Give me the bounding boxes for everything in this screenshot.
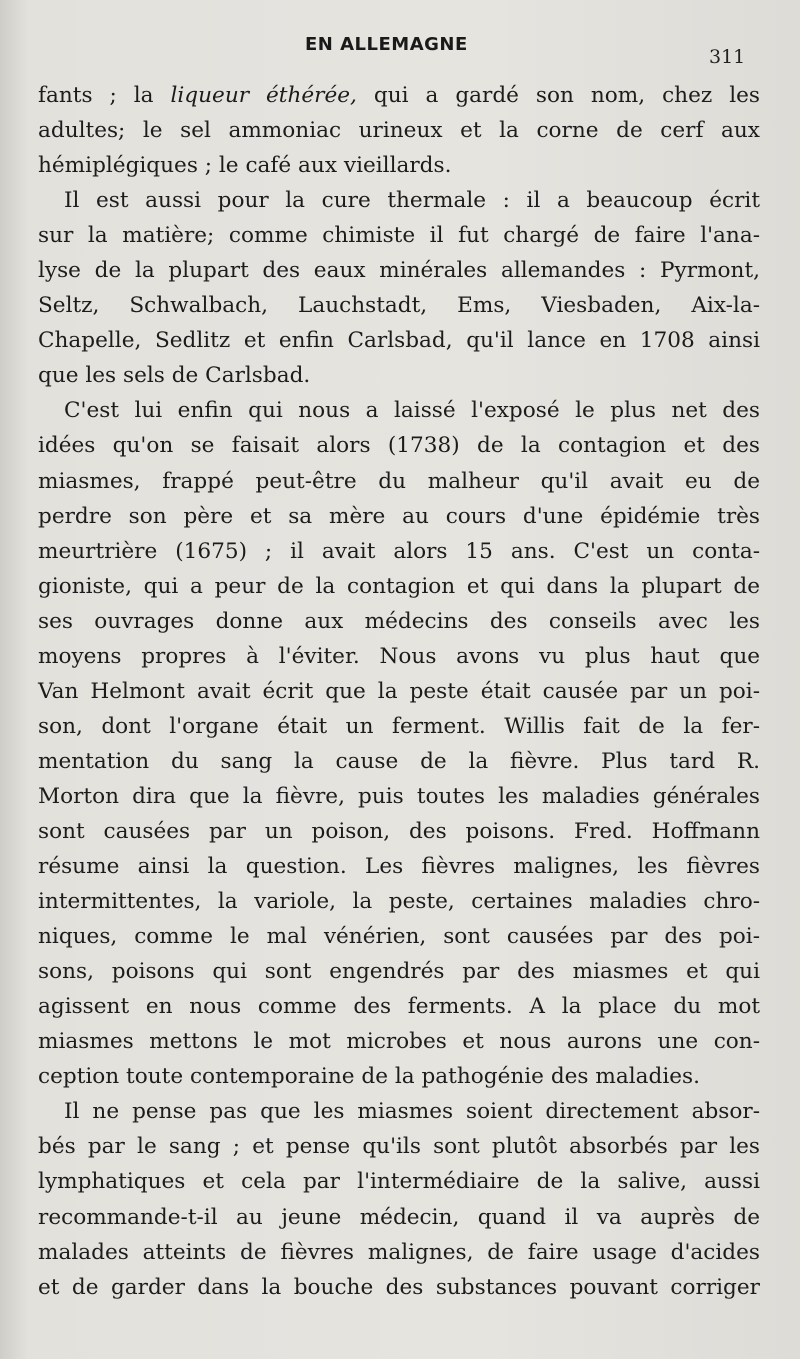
- italic-phrase: liqueur éthérée,: [170, 83, 357, 108]
- text-line: bés par le sang ; et pense qu'ils sont plutôt absorbés par les: [38, 1134, 760, 1160]
- text-line: intermittentes, la variole, la peste, certaines maladies chro-: [38, 889, 760, 915]
- text-line: résume ainsi la question. Les fièvres malignes, les fièvres: [38, 854, 760, 880]
- text-line: gioniste, qui a peur de la contagion et qui dans la plupart de: [38, 573, 760, 599]
- text-segment: qui a gardé son nom, chez les: [373, 83, 760, 108]
- text-line: ses ouvrages donne aux médecins des conseils avec les: [38, 608, 760, 634]
- paragraph-first-line: Il est aussi pour la cure thermale : il a beaucoup écrit: [64, 188, 760, 214]
- text-line: sont causées par un poison, des poisons. Fred. Hoffmann: [38, 818, 760, 844]
- text-line: et de garder dans la bouche des substances pouvant corriger: [38, 1274, 760, 1300]
- body-text: [38, 78, 760, 1305]
- text-line: agissent en nous comme des ferments. A la place du mot: [38, 994, 760, 1020]
- text-line: Morton dira que la fièvre, puis toutes les maladies générales: [38, 783, 760, 809]
- page-header: [0, 34, 800, 68]
- text-segment: fants ; la: [38, 83, 154, 108]
- paragraph-first-line: C'est lui enfin qui nous a laissé l'exposé le plus net des: [64, 398, 760, 424]
- text-line: que les sels de Carlsbad.: [38, 363, 311, 389]
- text-line: idées qu'on se faisait alors (1738) de la contagion et des: [38, 433, 760, 459]
- paragraph-first-line: Il ne pense pas que les miasmes soient directement absor-: [64, 1099, 760, 1125]
- text-line: hémiplégiques ; le café aux vieillards.: [38, 153, 452, 179]
- text-line: niques, comme le mal vénérien, sont causées par des poi-: [38, 924, 760, 950]
- text-line: mentation du sang la cause de la fièvre. Plus tard R.: [38, 748, 760, 774]
- text-line: meurtrière (1675) ; il avait alors 15 ans. C'est un conta-: [38, 538, 760, 564]
- text-line: [38, 78, 760, 113]
- running-head: EN ALLEMAGNE: [305, 34, 468, 55]
- text-line: sons, poisons qui sont engendrés par des miasmes et qui: [38, 959, 760, 985]
- text-line: malades atteints de fièvres malignes, de faire usage d'acides: [38, 1239, 760, 1265]
- text-line: adultes; le sel ammoniac urineux et la corne de cerf aux: [38, 118, 760, 144]
- text-line: Chapelle, Sedlitz et enfin Carlsbad, qu'il lance en 1708 ainsi: [38, 328, 760, 354]
- text-line: miasmes, frappé peut-être du malheur qu'il avait eu de: [38, 468, 760, 494]
- text-line: sur la matière; comme chimiste il fut chargé de faire l'ana-: [38, 223, 760, 249]
- text-line: lymphatiques et cela par l'intermédiaire de la salive, aussi: [38, 1169, 760, 1195]
- page-number: 311: [709, 46, 746, 68]
- text-line: Seltz, Schwalbach, Lauchstadt, Ems, Viesbaden, Aix-la-: [38, 293, 760, 319]
- text-line: lyse de la plupart des eaux minérales allemandes : Pyrmont,: [38, 258, 760, 284]
- text-line: moyens propres à l'éviter. Nous avons vu plus haut que: [38, 643, 760, 669]
- text-line: miasmes mettons le mot microbes et nous aurons une con-: [38, 1029, 760, 1055]
- text-line: Van Helmont avait écrit que la peste était causée par un poi-: [38, 678, 760, 704]
- text-line: son, dont l'organe était un ferment. Willis fait de la fer-: [38, 713, 760, 739]
- text-line: perdre son père et sa mère au cours d'une épidémie très: [38, 503, 760, 529]
- text-line: ception toute contemporaine de la pathogénie des maladies.: [38, 1064, 700, 1090]
- text-line: recommande-t-il au jeune médecin, quand il va auprès de: [38, 1204, 760, 1230]
